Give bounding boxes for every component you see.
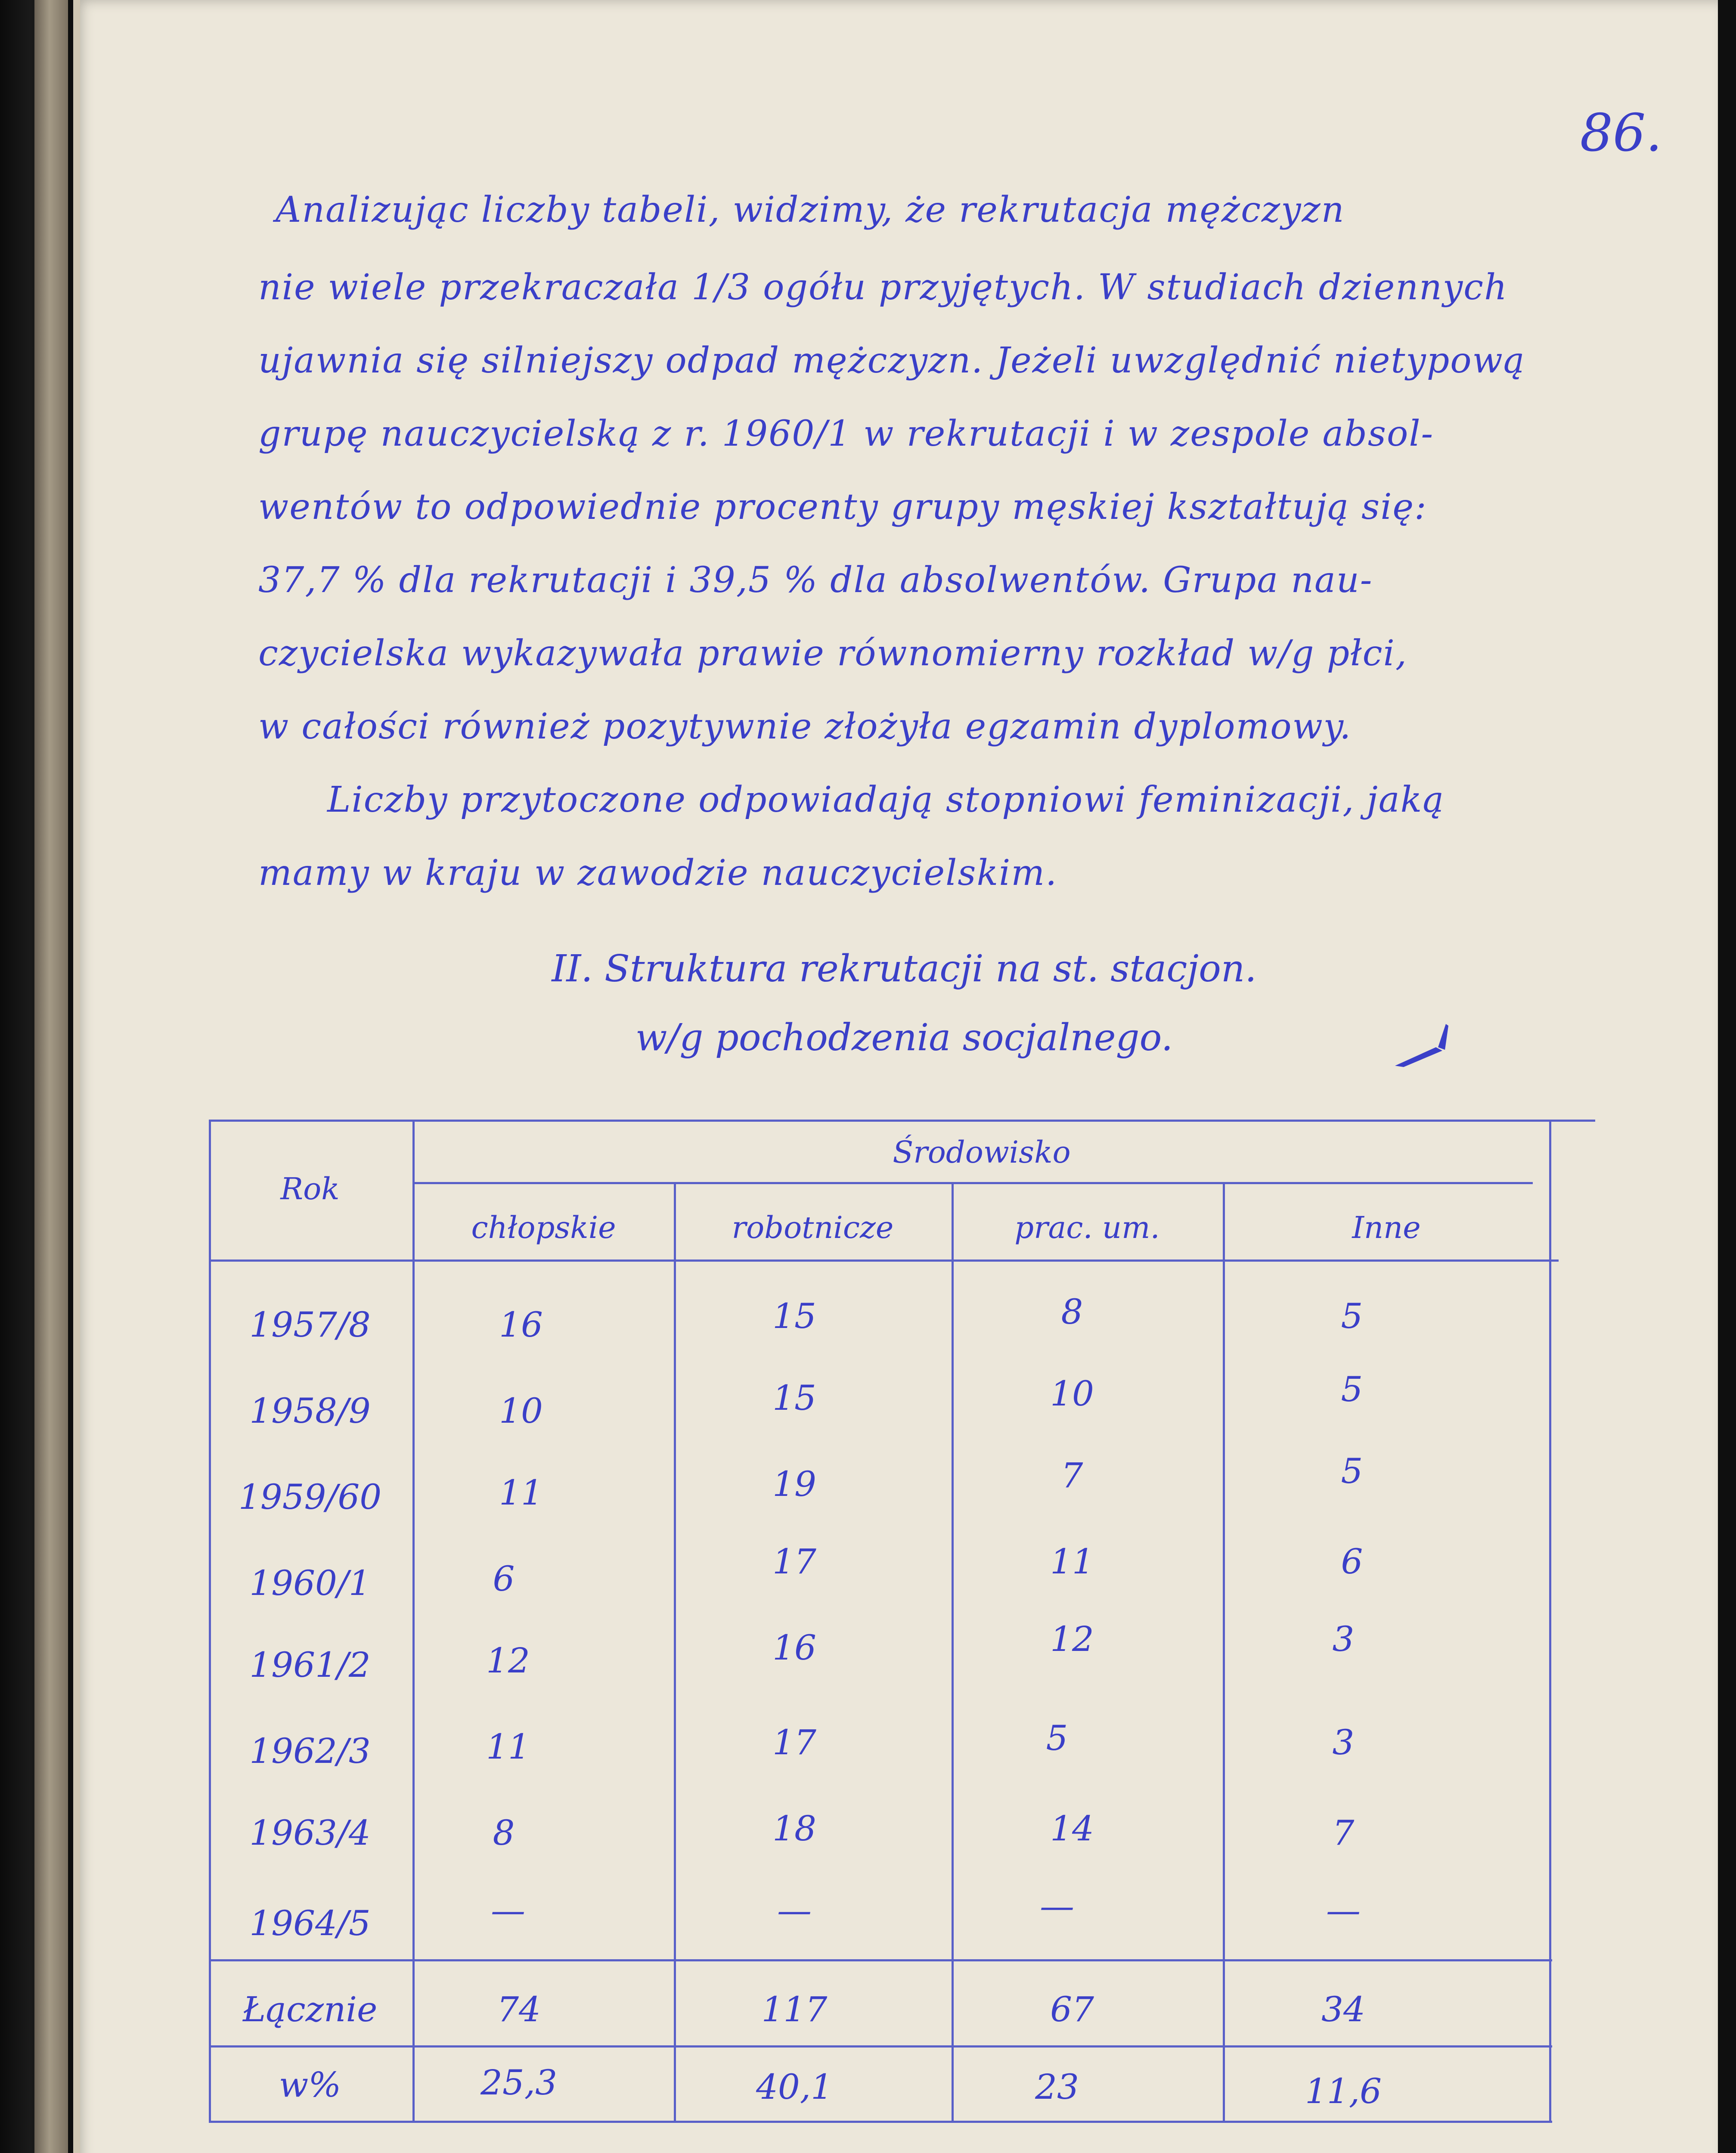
table-cell: 15 (772, 1296, 816, 1336)
total-cell: 74 (497, 1989, 541, 2029)
table-cell: 11 (1050, 1542, 1094, 1582)
row-header: Rok (280, 1171, 340, 1207)
table-cell: 10 (499, 1391, 543, 1431)
year-cell: 1959/60 (238, 1477, 382, 1517)
group-header: Środowisko (893, 1135, 1071, 1170)
table-cell: 7 (1332, 1813, 1355, 1853)
table-cell: 16 (499, 1305, 543, 1345)
paragraph-line: nie wiele przekraczała 1/3 ogółu przyjętych. W studiach dziennych (258, 267, 1508, 308)
year-cell: 1962/3 (249, 1731, 371, 1771)
year-cell: 1963/4 (249, 1813, 371, 1853)
paragraph-line: ujawnia się silniejszy odpad mężczyzn. Jeżeli uwzględnić nietypową (258, 340, 1525, 381)
table-cell: 8 (1061, 1292, 1083, 1332)
paragraph-line: grupę nauczycielską z r. 1960/1 w rekrutacji i w zespole absol- (258, 413, 1434, 454)
table-cell: 3 (1332, 1619, 1355, 1659)
table-cell: 17 (772, 1542, 816, 1582)
total-cell: 67 (1050, 1989, 1094, 2029)
table-cell: 7 (1061, 1455, 1083, 1495)
paragraph-line: 37,7 % dla rekrutacji i 39,5 % dla absolwentów. Grupa nau- (258, 560, 1373, 601)
paragraph-line: Analizując liczby tabeli, widzimy, że rekrutacja mężczyzn (276, 189, 1345, 230)
table-cell: 5 (1341, 1296, 1363, 1336)
table-cell: 5 (1341, 1369, 1363, 1409)
table-cell: 12 (1050, 1619, 1094, 1659)
table-cell: 18 (772, 1809, 816, 1849)
column-header: prac. um. (1014, 1210, 1160, 1245)
table-cell: 6 (1341, 1542, 1363, 1582)
table-cell: 6 (493, 1559, 515, 1599)
notebook-page (73, 0, 1718, 2153)
paragraph-line: czycielska wykazywała prawie równomierny rozkład w/g płci, (258, 633, 1407, 674)
page-edge (73, 0, 80, 2153)
table-cell: 15 (772, 1378, 816, 1418)
table-cell: — (1040, 1886, 1074, 1926)
table-cell: 16 (772, 1628, 816, 1668)
year-cell: 1958/9 (249, 1391, 371, 1431)
column-header: Inne (1352, 1210, 1421, 1245)
year-cell: 1961/2 (249, 1645, 371, 1685)
book-spine (34, 0, 68, 2153)
table-cell: 5 (1046, 1718, 1068, 1758)
percent-label: w% (279, 2065, 341, 2105)
section-subtitle: w/g pochodzenia socjalnego. (635, 1016, 1173, 1059)
percent-cell: 40,1 (756, 2067, 833, 2107)
pen-stroke-mark (1395, 1021, 1455, 1068)
table-cell: 11 (486, 1727, 530, 1767)
column-header: robotnicze (732, 1210, 894, 1245)
table-cell: 10 (1050, 1374, 1094, 1414)
table-cell: 5 (1341, 1451, 1363, 1491)
section-title: II. Struktura rekrutacji na st. stacjon. (552, 947, 1257, 990)
table-cell: 3 (1332, 1722, 1355, 1762)
table-cell: — (491, 1890, 525, 1930)
table-cell: 17 (772, 1722, 816, 1762)
year-cell: 1964/5 (249, 1903, 371, 1943)
paragraph-line: wentów to odpowiednie procenty grupy męskiej kształtują się: (258, 487, 1427, 527)
table-cell: 11 (499, 1473, 543, 1513)
paragraph-line: Liczby przytoczone odpowiadają stopniowi feminizacji, jaką (327, 779, 1445, 820)
percent-cell: 11,6 (1305, 2071, 1382, 2111)
percent-cell: 25,3 (480, 2063, 558, 2103)
total-label: Łącznie (242, 1989, 378, 2029)
table-cell: — (1326, 1890, 1361, 1930)
paragraph-line: w całości również pozytywnie złożyła egzamin dyplomowy. (258, 706, 1352, 747)
paragraph-line: mamy w kraju w zawodzie nauczycielskim. (258, 853, 1058, 893)
total-cell: 117 (761, 1989, 828, 2029)
page-number: 86. (1580, 103, 1662, 163)
table-cell: 14 (1050, 1809, 1094, 1849)
percent-cell: 23 (1035, 2067, 1079, 2107)
table-cell: 12 (486, 1641, 530, 1681)
total-cell: 34 (1321, 1989, 1365, 2029)
table-cell: 8 (493, 1813, 515, 1853)
table-cell: 19 (772, 1464, 816, 1504)
column-header: chłopskie (471, 1210, 616, 1245)
year-cell: 1960/1 (249, 1563, 371, 1603)
table-cell: — (777, 1890, 812, 1930)
year-cell: 1957/8 (249, 1305, 371, 1345)
